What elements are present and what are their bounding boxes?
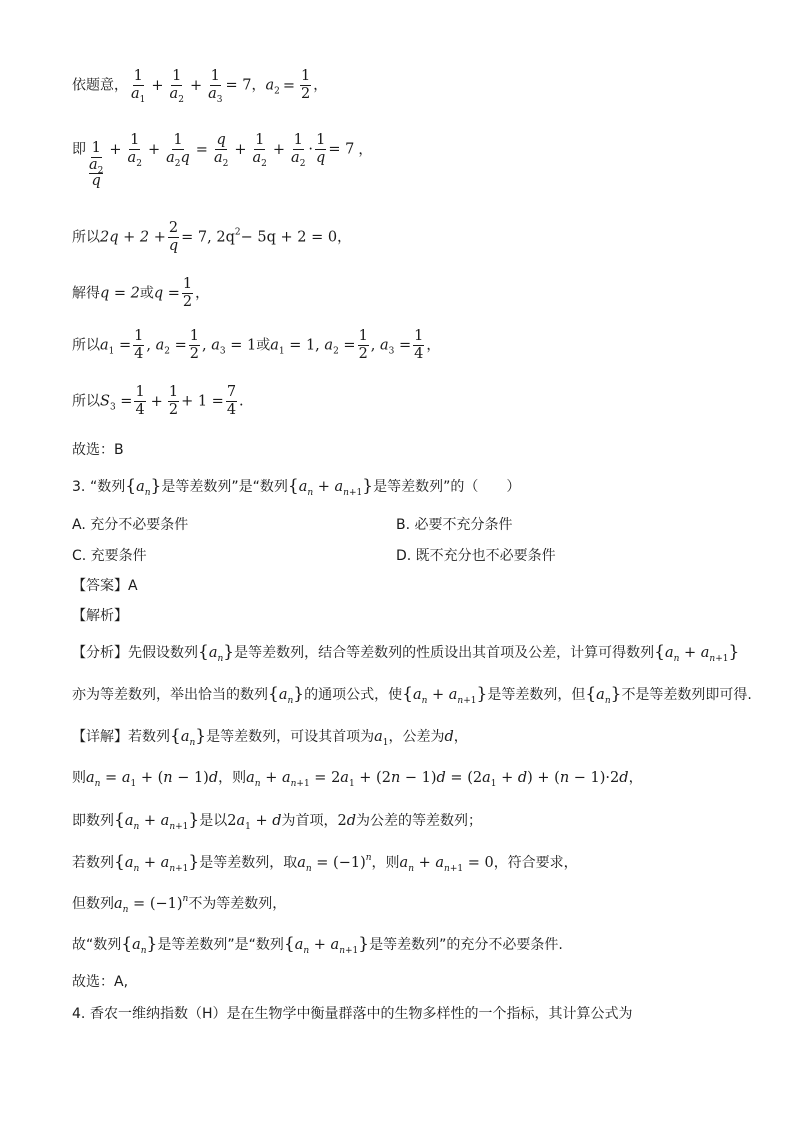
option-d[interactable]: D. 既不充分也不必要条件 [396, 548, 556, 564]
line-prefix: 所以 [72, 229, 100, 246]
text: 的通项公式，使 [304, 687, 403, 703]
text: 不是等差数列即可得. [621, 687, 752, 703]
stem-text: 是等差数列”的（ ） [373, 479, 521, 495]
stem-text: 是等差数列”是“数列 [161, 479, 288, 495]
expr: − 5q + 2 = 0 [240, 229, 338, 246]
line-prefix: 所以 [72, 337, 100, 354]
question-4 [72, 1004, 633, 1024]
fenxi-line-1: 【分析】先假设数列$\{a_n\}$是等差数列，结合等差数列的性质设出其首项及公差，计算可得数列$\{a_n + a_{n+1}\}$ [72, 642, 740, 664]
fraction: $\frac{1}{a_2}$ [252, 132, 267, 169]
fraction: $\frac{q}{a_2}$ [213, 132, 229, 169]
text: 但数列 [72, 896, 114, 912]
text: 是等差数列，可设其首项为 [206, 729, 375, 745]
text: 是等差数列，但 [487, 687, 586, 703]
question-number: 3. [72, 479, 86, 495]
question-3: 3. “数列$\{a_n\}$是等差数列”是“数列$\{a_n + a_{n+1}\}$是等差数列”的（ ） [72, 476, 521, 498]
line-end: ， [358, 141, 373, 158]
analysis-label: 【解析】 [72, 608, 128, 624]
or-text: 或 [139, 285, 154, 302]
text: ，则 [218, 770, 247, 786]
line-end: ， [313, 77, 328, 94]
question-text: 香农一维纳指数（H）是在生物学中衡量群落中的生物多样性的一个指标，其计算公式为 [89, 1006, 633, 1022]
answer-value: A [128, 578, 138, 594]
text: 为首项， [281, 813, 338, 829]
line-prefix: 所以 [72, 393, 100, 410]
solution-line-5: 所以$a_1$ = $\frac{1}{4}$ , $a_2$ = $\frac{1}{2}$ , $a_3 = 1$或$a_1 = 1$, $a_2$ = $\frac{1}{2}$ , $a_3$ = $\frac{1}{4}$ ， [72, 328, 441, 362]
fraction: $\frac{1}{a_3}$ [208, 68, 223, 105]
line-end: ， [337, 229, 352, 246]
text: 即数列 [72, 813, 114, 829]
expr: q = 2 [100, 285, 140, 302]
fraction: $\frac{1}{q}$ [316, 132, 326, 166]
fraction: $\frac{1}{4}$ [135, 384, 145, 418]
detail-line-1: 【详解】若数列$\{a_n\}$是等差数列，可设其首项为$a_1$，公差为d， [72, 726, 468, 748]
detail-label: 【详解】 [72, 729, 128, 745]
option-b[interactable]: B. 必要不充分条件 [396, 517, 513, 533]
fraction: $\frac{7}{4}$ [226, 384, 237, 418]
fraction: $\frac{1}{a_2}$ [291, 132, 306, 169]
stem-text: “数列 [89, 479, 126, 495]
expr: q = [153, 285, 180, 302]
option-c[interactable]: C. 充要条件 [72, 548, 147, 564]
fraction: $\frac{1}{2}$ [182, 276, 193, 310]
fraction: $\frac{1}{a_2}$ [127, 132, 142, 169]
fraction: $\frac{1}{a_2q}$ [166, 132, 190, 169]
text: ，公差为 [388, 729, 445, 745]
fraction: $\frac{1}{a_2}$ [169, 68, 184, 105]
text: 若数列 [72, 855, 114, 871]
fraction: $\frac{1}{2}$ [189, 328, 199, 362]
solution-line-2: 即 1 $a_2$ q + $\frac{1}{a_2}$ + $\frac{1}{a_2q}$ = $\frac{q}{a_2}$ + $\frac{1}{a_2}$ + $\frac{1}{a_2}$ · $\frac{1}{q}$ = 7 ， [72, 132, 373, 189]
fraction: $\frac{1}{2}$ [358, 328, 368, 362]
detail-line-2: 则$a_n = a_1 + (n - 1)d$，则$a_n + a_{n+1} = 2a_1 + (2n - 1)d = (2a_1 + d) + (n - 1)\cdot 2d$， [72, 770, 643, 789]
answer-line [72, 576, 138, 596]
fenxi-label: 【分析】 [72, 645, 128, 661]
equals-seven: = 7 [225, 77, 252, 94]
choose-a-line: 故选：A, [72, 974, 129, 990]
solution-line-1: 依题意， $\frac{1}{a_1}$ + $\frac{1}{a_2}$ + $\frac{1}{a_3}$ = 7，$a_2$ = $\frac{1}{2}$ ， [72, 68, 328, 105]
text: 是等差数列，结合等差数列的性质设出其首项及公差，计算可得数列 [234, 645, 655, 661]
text: 若数列 [128, 729, 170, 745]
question-number: 4. [72, 1006, 86, 1022]
line-prefix: 解得 [72, 285, 100, 302]
text: ， [628, 770, 643, 786]
text: 是等差数列，取 [199, 855, 298, 871]
detail-line-5: 但数列$a_n = (-1)^n$不为等差数列， [72, 894, 287, 915]
answer-label: 【答案】 [72, 578, 128, 594]
detail-line-4: 若数列$\{a_n + a_{n+1}\}$是等差数列，取$a_n = (-1)^n$，则$a_n + a_{n+1} = 0$，符合要求， [72, 852, 578, 874]
text: ， [453, 729, 468, 745]
text: ，符合要求， [493, 855, 578, 871]
fraction: $\frac{1}{4}$ [134, 328, 144, 362]
equals-seven: = 7 [328, 141, 355, 158]
fenxi-line-2: 亦为等差数列，举出恰当的数列$\{a_n\}$的通项公式，使$\{a_n + a_{n+1}\}$是等差数列，但$\{a_n\}$不是等差数列即可得. [72, 684, 752, 706]
detail-line-6: 故“数列$\{a_n\}$是等差数列”是“数列$\{a_n + a_{n+1}\}$是等差数列”的充分不必要条件. [72, 934, 563, 956]
fraction: $\frac{2}{q}$ [168, 220, 179, 254]
fraction: $\frac{1}{a_1}$ [131, 68, 146, 105]
line-prefix: 依题意， [72, 77, 128, 94]
text: 不为等差数列， [188, 896, 287, 912]
option-a[interactable]: A. 充分不必要条件 [72, 517, 189, 533]
text: 则 [72, 770, 86, 786]
comma: ， [251, 77, 266, 94]
expr: + 1 = [181, 393, 224, 410]
fraction: $\frac{1}{2}$ [168, 384, 179, 418]
fraction: 1 $a_2$ q [89, 139, 104, 189]
text: ，则 [371, 855, 400, 871]
fraction: $\frac{1}{2}$ [301, 68, 311, 102]
text: 是等差数列”的充分不必要条件. [369, 937, 563, 953]
text: 亦为等差数列，举出恰当的数列 [72, 687, 268, 703]
expr: = 7, 2q [181, 229, 235, 246]
line-end: ， [426, 337, 441, 354]
detail-line-3: 即数列$\{a_n + a_{n+1}\}$是以$2a_1 + d$为首项，2d为公差的等差数列； [72, 810, 483, 832]
choose-b-line: 故选：B [72, 442, 124, 458]
solution-line-3: 所以2q + 2 + $\frac{2}{q}$ = 7, $2q^2- 5q + 2 = 0$， [72, 220, 352, 254]
text: 是以 [199, 813, 228, 829]
solution-line-4 [72, 276, 209, 311]
line-prefix: 即 [72, 141, 86, 158]
equals: = [282, 77, 296, 94]
text: 先假设数列 [128, 645, 198, 661]
fraction: $\frac{1}{4}$ [414, 328, 424, 362]
solution-line-6: 所以$S_3$ = $\frac{1}{4}$ + $\frac{1}{2}$ + 1 = $\frac{7}{4}$ . [72, 384, 244, 418]
line-end: ， [195, 285, 210, 302]
text: 为公差的等差数列； [356, 813, 483, 829]
or-text: 或 [256, 337, 271, 354]
expr: 2q + 2 + [100, 229, 166, 246]
text: 是等差数列”是“数列 [157, 937, 284, 953]
text: 故“数列 [72, 937, 122, 953]
